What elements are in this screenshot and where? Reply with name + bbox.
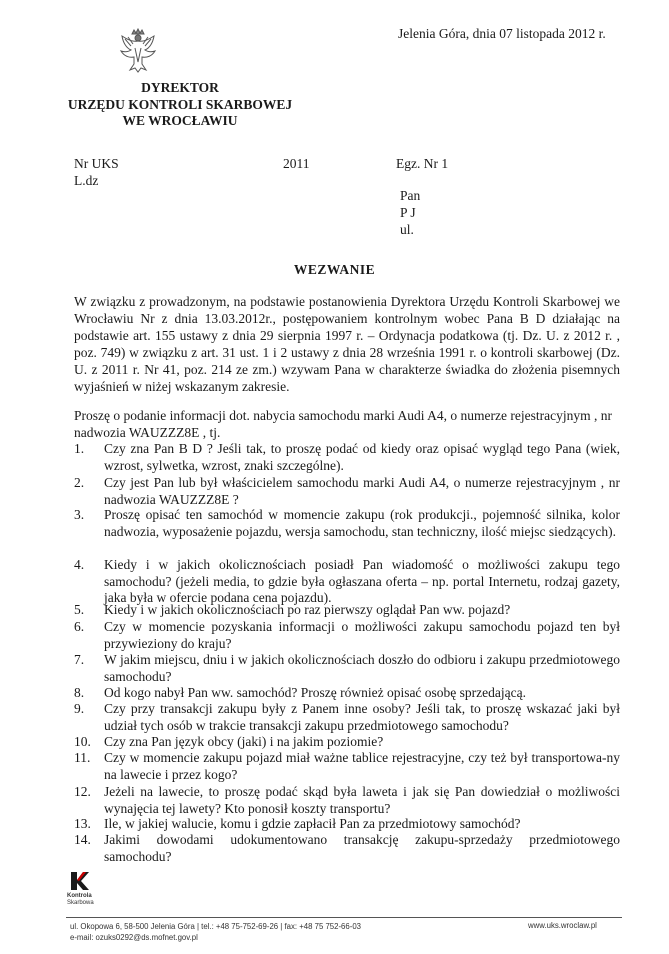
question-number: 2.	[74, 475, 85, 490]
question-text: Ile, w jakiej walucie, komu i gdzie zapłacił Pan za przedmiotowy samochód?	[104, 816, 521, 831]
question-item	[74, 441, 620, 474]
question-item	[74, 557, 620, 607]
reference-year: 2011	[283, 156, 310, 171]
question-number: 8.	[74, 685, 85, 700]
polish-eagle-emblem-icon	[118, 28, 158, 74]
intro-paragraph: W związku z prowadzonym, na podstawie postanowienia Dyrektora Urzędu Kontroli Skarbowej we Wrocławiu Nr z dnia 13.03.2012r., postępowaniem kontrolnym wobec Pana B D działając na podstawie art. 155 ustawy z dnia 29 sierpnia 1997 r. – Ordynacja podatkowa (tj. Dz. U. z 2012 r. , poz. 749) w związku z art. 31 ust. 1 i 2 ustawy z dnia 28 września 1991 r. o kontroli skarbowej (Dz. U. z 2011 r. Nr 41, poz. 214 ze zm.) wzywam Pana w charakterze świadka do złożenia pisemnych wyjaśnień w niżej wskazanym zakresie.	[74, 294, 620, 394]
authority-line: WE WROCŁAWIU	[122, 113, 238, 128]
addressee-line: P J	[400, 205, 416, 220]
question-item	[74, 619, 620, 652]
authority-line: URZĘDU KONTROLI SKARBOWEJ	[67, 96, 293, 112]
question-text: Kiedy i w jakich okolicznościach posiadł Pan wiadomość o możliwości zakupu tego samochodu? (jeżeli media, to gdzie była ogłaszana oferta – np. portal Internetu, rodzaj gazety, jaka była w ofercie podana cena pojazdu).	[104, 557, 620, 605]
request-paragraph: Proszę o podanie informacji dot. nabycia samochodu marki Audi A4, o numerze rejestracyjnym , nr nadwozia WAUZZZ8E , tj.	[74, 408, 612, 440]
question-item	[74, 816, 620, 833]
authority-line: DYREKTOR	[141, 80, 219, 95]
question-item	[74, 701, 620, 734]
question-number: 12.	[74, 784, 91, 799]
logo-caption	[67, 893, 94, 907]
question-number: 14.	[74, 832, 91, 847]
question-text: Czy przy transakcji zakupu były z Panem inne osoby? Jeśli tak, to proszę wskazać jaki był udział tych osób w trakcie transakcji zakupu przedmiotowego samochodu?	[104, 701, 620, 733]
addressee-line: Pan	[400, 188, 421, 203]
copy-number: Egz. Nr 1	[396, 156, 449, 171]
question-number: 5.	[74, 602, 85, 617]
question-number: 10.	[74, 734, 91, 749]
question-number: 11.	[74, 750, 91, 765]
issuing-authority	[60, 80, 300, 130]
footer-address: ul. Okopowa 6, 58-500 Jelenia Góra | tel.: +48 75-752-69-26 | fax: +48 75 752-66-03	[70, 922, 361, 931]
question-item	[74, 507, 620, 540]
question-number: 1.	[74, 441, 85, 456]
footer-contact	[70, 921, 361, 943]
footer-website[interactable]: www.uks.wroclaw.pl	[528, 921, 597, 930]
question-number: 13.	[74, 816, 91, 831]
question-number: 3.	[74, 507, 85, 522]
question-text: Kiedy i w jakich okolicznościach po raz pierwszy oglądał Pan ww. pojazd?	[104, 602, 511, 617]
question-item	[74, 652, 620, 685]
question-text: Jeżeli na lawecie, to proszę podać skąd była laweta i jak się Pan dowiedział o możliwości wynajęcia tej lawety? Kto ponosił koszty transportu?	[104, 784, 620, 816]
reference-number: Nr UKS	[74, 156, 119, 171]
question-item	[74, 602, 620, 619]
question-text: Od kogo nabył Pan ww. samochód? Proszę również opisać osobę sprzedającą.	[104, 685, 527, 700]
question-text: Czy w momencie pozyskania informacji o możliwości zakupu samochodu pojazd ten był przywieziony do kraju?	[104, 619, 620, 651]
question-text: Proszę opisać ten samochód w momencie zakupu (rok produkcji., pojemność silnika, kolor nadwozia, wyposażenie pojazdu, wersja samochodu, stan techniczny, ilość miejsc siedzących).	[104, 507, 620, 539]
question-number: 9.	[74, 701, 85, 716]
question-number: 4.	[74, 557, 85, 572]
reference-ldz: L.dz	[74, 173, 99, 188]
question-number: 6.	[74, 619, 85, 634]
question-number: 7.	[74, 652, 85, 667]
footer-email[interactable]: e-mail: ozuks0292@ds.mofnet.gov.pl	[70, 933, 198, 942]
question-item	[74, 784, 620, 817]
addressee-line: ul.	[400, 222, 414, 237]
document-title: WEZWANIE	[293, 262, 376, 277]
question-text: Jakimi dowodami udokumentowano transakcję zakupu-sprzedaży przedmiotowego samochodu?	[104, 832, 620, 864]
document-date: Jelenia Góra, dnia 07 listopada 2012 r.	[398, 26, 606, 41]
question-item	[74, 750, 620, 783]
question-item	[74, 685, 620, 702]
question-item	[74, 832, 620, 865]
question-item	[74, 475, 620, 508]
question-text: Czy zna Pan język obcy (jaki) i na jakim poziomie?	[104, 734, 384, 749]
logo-caption-line: Skarbowa	[67, 900, 94, 906]
question-text: Czy zna Pan B D ? Jeśli tak, to proszę podać od kiedy oraz opisać wygląd tego Pana (wiek, wzrost, sylwetka, wzrost, znaki szczególne).	[104, 441, 620, 473]
question-text: Czy w momencie zakupu pojazd miał ważne tablice rejestracyjne, czy też był transportowa-ny na lawecie i przez kogo?	[104, 750, 620, 782]
logo-caption-line: Kontrola	[67, 893, 92, 899]
addressee-block	[400, 187, 420, 238]
question-item	[74, 734, 620, 751]
question-text: Czy jest Pan lub był właścicielem samochodu marki Audi A4, o numerze rejestracyjnym , nr nadwozia WAUZZZ8E ?	[104, 475, 620, 507]
footer-divider	[66, 917, 622, 918]
question-text: W jakim miejscu, dniu i w jakich okolicznościach doszło do odbioru i zakupu przedmiotowego samochodu?	[104, 652, 620, 684]
